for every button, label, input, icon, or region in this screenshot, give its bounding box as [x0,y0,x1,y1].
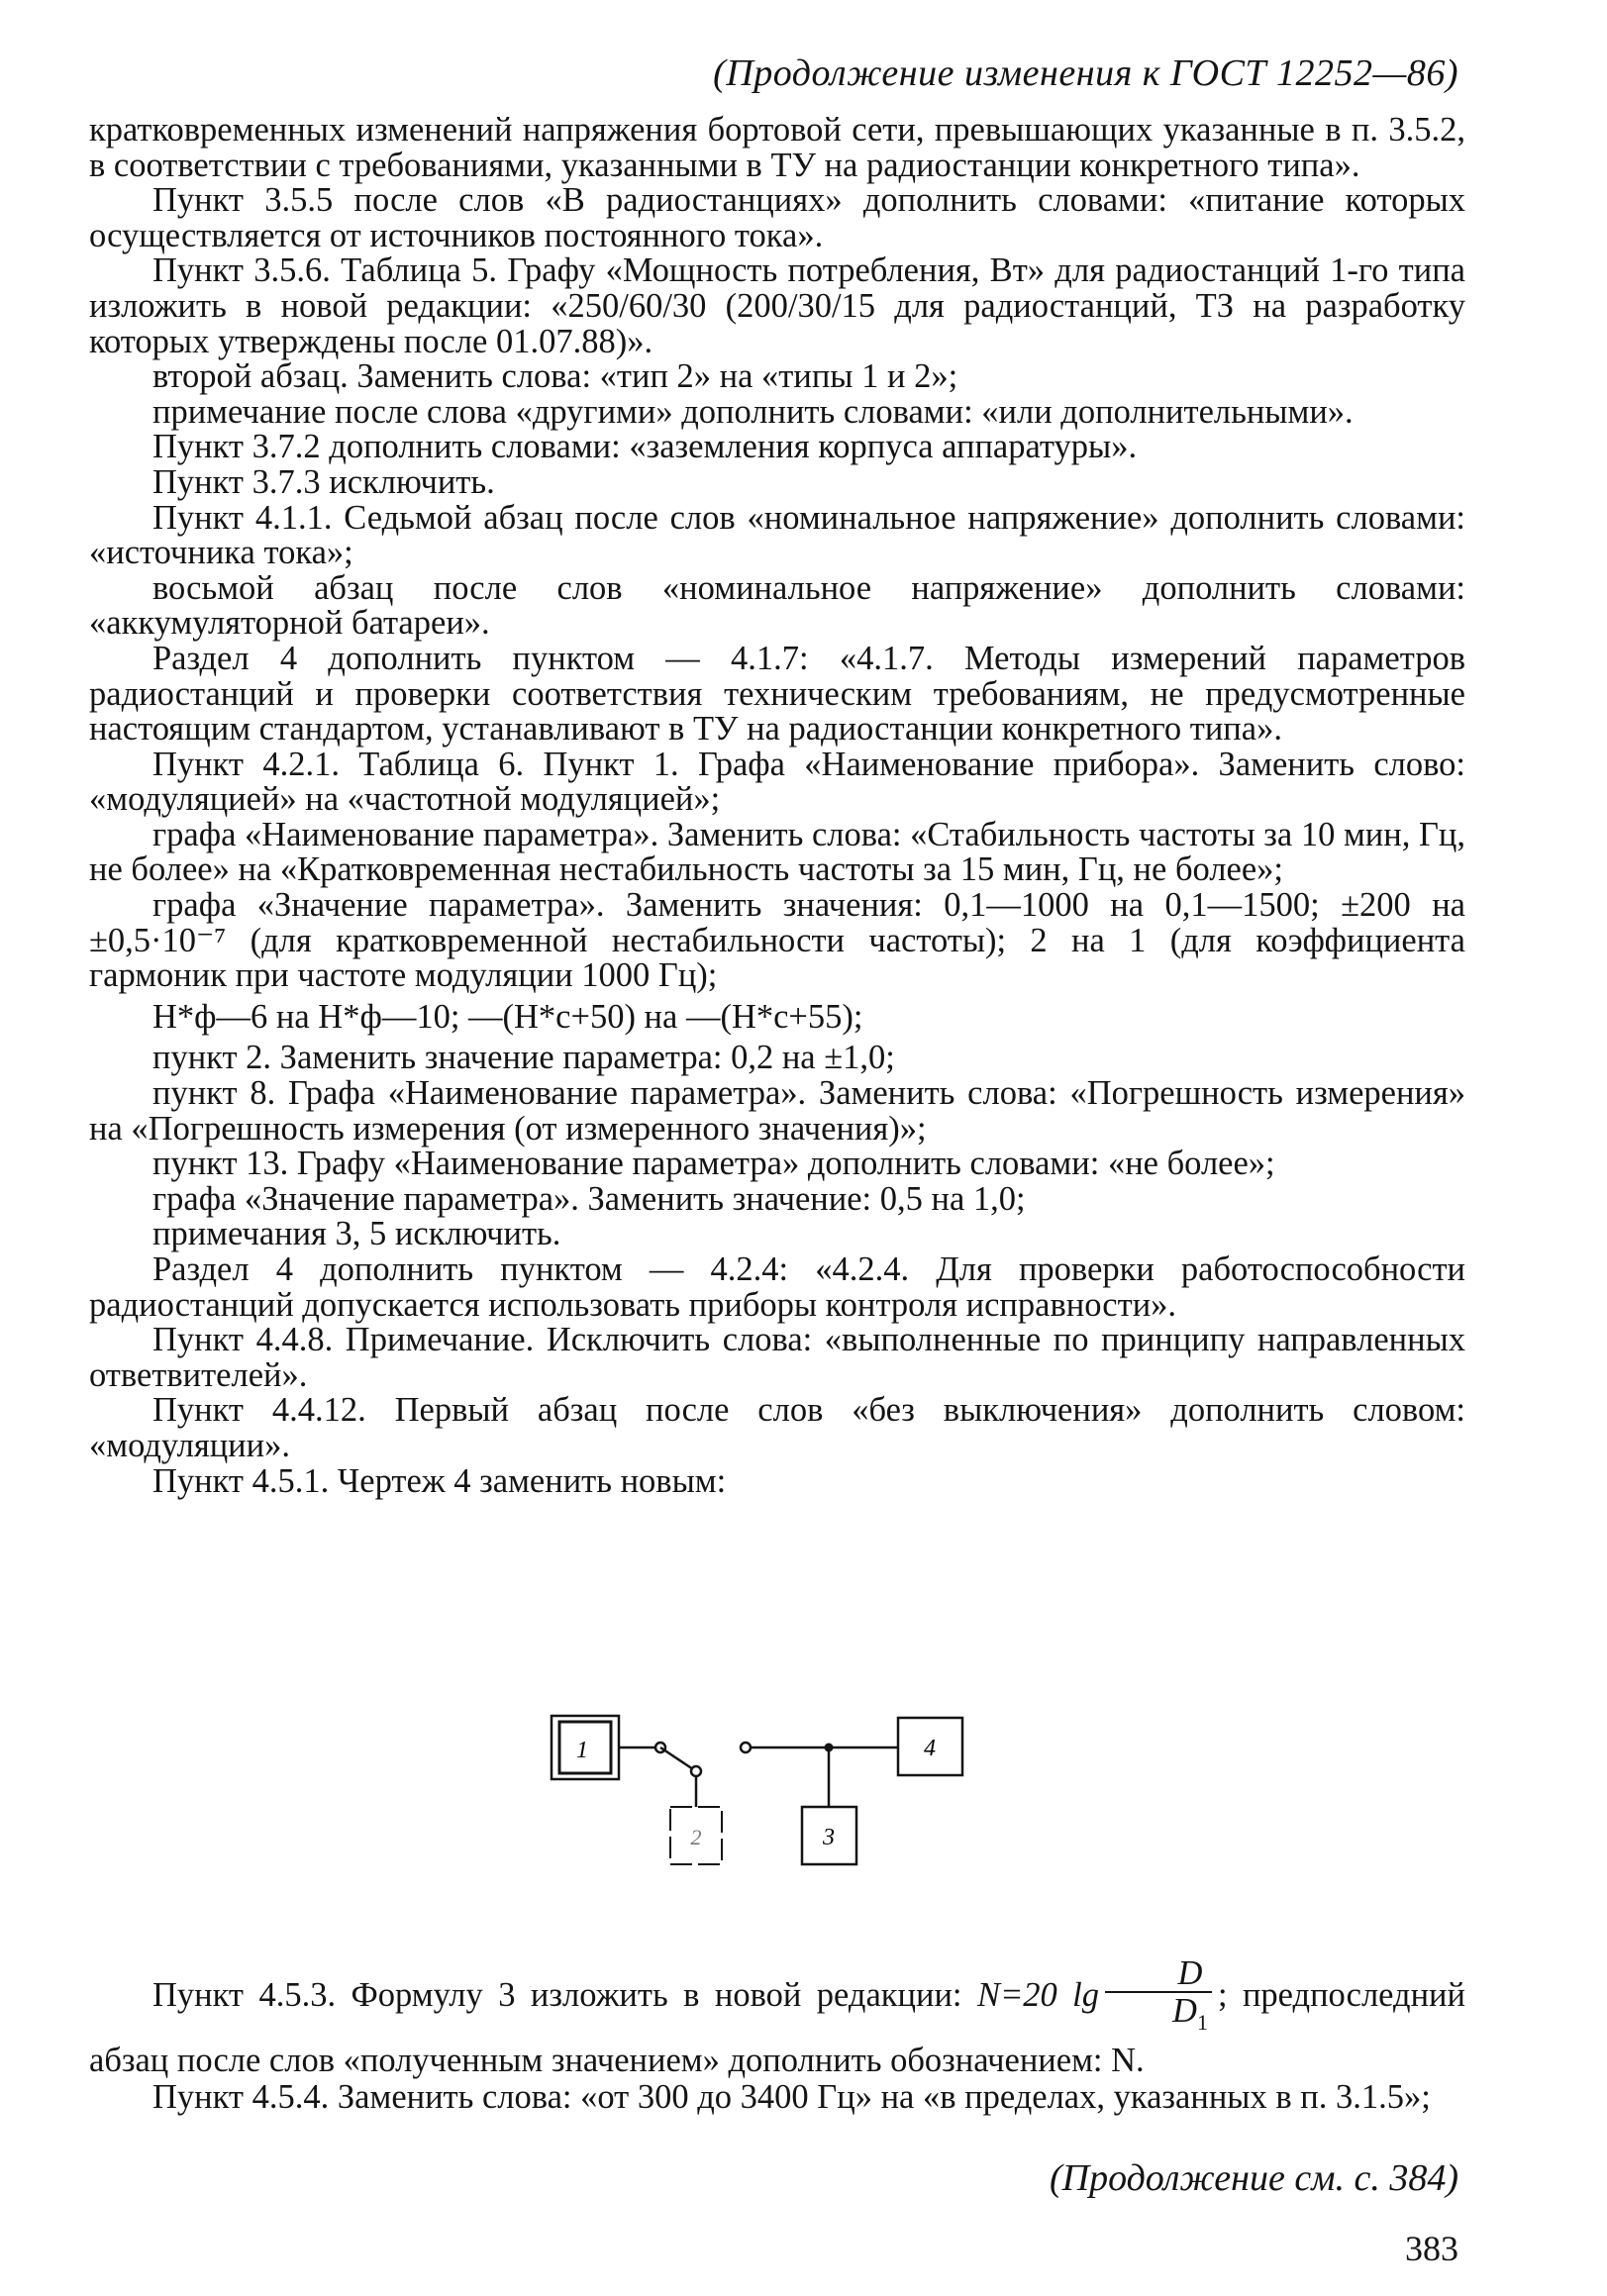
paragraph-13: пункт 2. Заменить значение параметра: 0,2 на ±1,0; [152,1039,895,1077]
fraction-numerator: D [1105,1955,1212,1993]
paragraph-1: Пункт 3.5.5 после слов «В радиостанциях» дополнить словами: «питание которых осуществляется от источников постоянного тока». [89,181,1465,254]
diagram-switch-contact-b [741,1743,751,1752]
paragraph-4: примечание после слова «другими» дополнить словами: «или дополнительными». [152,392,1354,431]
diagram-label-2: 2 [690,1825,702,1849]
fraction-denominator-subscript: 1 [1196,2009,1208,2035]
page-number: 383 [1405,2229,1458,2268]
diagram-label-4: 4 [924,1736,936,1761]
paragraph-2: Пункт 3.5.6. Таблица 5. Графу «Мощность потребления, Вт» для радиостанций 1-го типа изложить в новой редакции: «250/60/30 (200/30/15 для радиостанций, ТЗ на разработку которых утверждены после 01.07.88)». [89,251,1465,360]
paragraph-14: пункт 8. Графа «Наименование параметра». Заменить слова: «Погрешность измерения» на «Погрешность измерения (от измеренного значения)»; [89,1074,1465,1148]
diagram-switch-blade [660,1747,693,1769]
page-header: (Продолжение изменения к ГОСТ 12252—86) [713,52,1458,94]
paragraph-454: Пункт 4.5.4. Заменить слова: «от 300 до 3400 Гц» на «в пределах, указанных в п. 3.1.5»; [152,2077,1431,2116]
paragraph-5: Пункт 3.7.2 дополнить словами: «заземления корпуса аппаратуры». [152,428,1138,466]
paragraph-17: примечания 3, 5 исключить. [152,1215,561,1253]
formula-fraction [1105,1955,1212,2041]
p453-formula: N=20 lg [976,1975,1100,2014]
continuation-note: (Продолжение см. с. 384) [1049,2157,1458,2199]
paragraph-7: Пункт 4.1.1. Седьмой абзац после слов «номинальное напряжение» дополнить словами: «источника тока»; [89,498,1465,572]
fraction-denominator-letter: D [1172,1992,1197,2030]
paragraph-11: графа «Наименование параметра». Заменить слова: «Стабильность частоты за 10 мин, Гц, не более» на «Кратковременная нестабильность частоты за 15 мин, Гц, не более»; [89,815,1466,889]
paragraph-21: Пункт 4.5.1. Чертеж 4 заменить новым: [152,1461,727,1500]
diagram-switch-contact-a [691,1766,701,1776]
p453-after: ; предпоследний абзац после слов «полученным значением» дополнить обозначением: N. [89,1975,1465,2079]
main-text [89,113,1465,1499]
paragraph-8: восьмой абзац после слов «номинальное напряжение» дополнить словами: «аккумуляторной батареи». [89,568,1465,643]
paragraph-453 [89,1955,1465,2080]
bottom-text [89,1955,1465,2115]
paragraph-16: графа «Значение параметра». Заменить значение: 0,5 на 1,0; [152,1179,1026,1218]
paragraph-20: Пункт 4.4.12. Первый абзац после слов «без выключения» дополнить словом: «модуляции». [89,1391,1465,1464]
paragraph-9: Раздел 4 дополнить пунктом — 4.1.7: «4.1.7. Методы измерений параметров радиостанций и проверки соответствия техническим требованиям, не предусмотренные настоящим стандартом, устанавливают в ТУ на радиостанции конкретного типа». [89,639,1465,749]
paragraph-15: пункт 13. Графу «Наименование параметра» дополнить словами: «не более»; [152,1145,1275,1183]
circuit-diagram [550,1708,1005,1906]
paragraph-18: Раздел 4 дополнить пунктом — 4.2.4: «4.2.4. Для проверки работоспособности радиостанций допускается использовать приборы контроля исправности». [89,1250,1465,1324]
paragraph-12: графа «Значение параметра». Заменить значения: 0,1—1000 на 0,1—1500; ±200 на ±0,5·10⁻⁷ (для кратковременной нестабильности частоты); 2 на 1 (для коэффициента гармоник при частоте модуляции 1000 Гц); [89,886,1465,995]
paragraph-0: кратковременных изменений напряжения бортовой сети, превышающих указанные в п. 3.5.2, в соответствии с требованиями, указанными в ТУ на радиостанции конкретного типа». [89,111,1465,184]
paragraph-19: Пункт 4.4.8. Примечание. Исключить слова: «выполненные по принципу направленных ответвителей». [89,1321,1465,1394]
formula-line: Н*ф—6 на Н*ф—10; —(Н*с+50) на —(Н*с+55); [152,997,863,1036]
paragraph-3: второй абзац. Заменить слова: «тип 2» на «типы 1 и 2»; [152,357,958,396]
paragraph-10: Пункт 4.2.1. Таблица 6. Пункт 1. Графа «Наименование прибора». Заменить слово: «модуляцией» на «частотной модуляцией»; [89,745,1465,819]
fraction-denominator [1105,1993,1212,2041]
p453-before: Пункт 4.5.3. Формулу 3 изложить в новой редакции: [152,1975,977,2014]
diagram-label-3: 3 [823,1825,835,1850]
paragraph-6: Пункт 3.7.3 исключить. [152,462,495,501]
diagram-label-1: 1 [576,1738,588,1763]
